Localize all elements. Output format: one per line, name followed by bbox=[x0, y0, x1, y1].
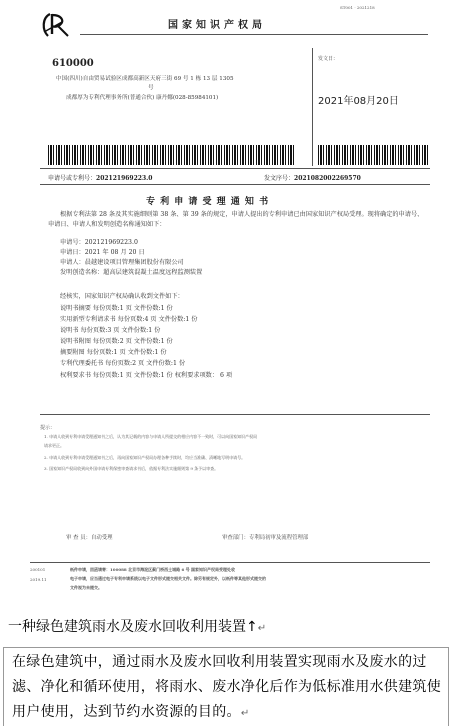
form-code: 200101 bbox=[30, 567, 46, 572]
authority-name: 国家知识产权局 bbox=[168, 20, 266, 31]
postcode: 610000 bbox=[52, 58, 94, 69]
file-item: 说明书摘要 每份页数:1 页 文件份数:1 份 bbox=[60, 305, 173, 312]
remark-item: 1. 申请人收到专利申请受理通知书之后，认为其记载的内容与申请人所提交的相应内容不一致时，可以向国家知识产权局 bbox=[44, 434, 258, 439]
app-date-line: 申请日：2021 年 08 月 20 日 bbox=[60, 249, 145, 256]
app-number-value: 202121969223.0 bbox=[96, 175, 153, 182]
applicant-line: 申请人：晨越建设项目管理集团股份有限公司 bbox=[60, 259, 184, 266]
footer-text-3: 文件视为未提交。 bbox=[70, 585, 102, 590]
document-serial: ST001 · 2021218 bbox=[340, 5, 375, 10]
serial-number-label: 发文序号：2021082002269570 bbox=[264, 175, 361, 182]
notice-title: 专 利 申 请 受 理 通 知 书 bbox=[146, 197, 270, 207]
header-rule bbox=[80, 34, 428, 35]
form-version: 2019.11 bbox=[30, 577, 47, 582]
file-item: 专利代理委托书 每份页数:2 页 文件份数:1 份 bbox=[60, 360, 186, 367]
examiner: 审 查 员：自动受理 bbox=[66, 535, 113, 541]
remarks-label: 提示： bbox=[40, 425, 56, 431]
send-barcode bbox=[318, 145, 428, 165]
file-item: 摘要附图 每份页数:1 页 文件份数:1 份 bbox=[60, 349, 167, 356]
send-date-label: 发文日： bbox=[318, 56, 339, 62]
numbers-rule-bottom bbox=[40, 184, 430, 185]
paragraph-mark-icon: ↵ bbox=[257, 623, 267, 634]
footer-text-2: 电子申请，应当通过电子专利申请系统以电子文件形式提交相关文件。除另有规定外，以纸件等其他形式提交的 bbox=[70, 576, 266, 581]
notice-intro: 根据专利法第 28 条及其实施细则第 38 条、第 39 条的规定，申请人提出的专利申请已由国家知识产权局受理。现将确定的申请号、申请日、申请人和发明创造名称通知如下： bbox=[48, 211, 424, 228]
paragraph-mark-icon: ↵ bbox=[240, 708, 250, 719]
invention-line: 发明创造名称：超高层建筑混凝土温度远程监测装置 bbox=[60, 269, 203, 276]
app-number-label: 申请号或专利号：202121969223.0 bbox=[48, 175, 153, 182]
cnipa-logo-icon bbox=[38, 10, 74, 38]
review-department: 审查部门：专利局初审及流程管理部 bbox=[222, 535, 309, 541]
file-item: 权利要求书 每份页数:1 页 文件份数:1 份 权利要求项数： 6 项 bbox=[60, 372, 233, 379]
remark-item: 请求更正。 bbox=[44, 443, 64, 448]
footer-text-1: 纸件申请，回函请寄：100088 北京市海淀区蓟门桥西土城路 6 号 国家知识产权局受理处收 bbox=[70, 567, 236, 572]
file-item: 说明书附图 每份页数:2 页 文件份数:1 份 bbox=[60, 338, 173, 345]
address-barcode bbox=[48, 145, 296, 165]
figure-caption: 一种绿色建筑雨水及废水回收利用装置↑↵ bbox=[8, 619, 267, 635]
send-date-divider bbox=[312, 48, 313, 166]
remarks-rule bbox=[40, 414, 430, 415]
up-arrow-icon: ↑ bbox=[246, 619, 258, 635]
file-item: 说明书 每份页数:3 页 文件份数:1 份 bbox=[60, 327, 161, 334]
app-no-line: 申请号：202121969223.0 bbox=[60, 239, 138, 246]
remark-item: 2. 申请人收到专利申请受理通知书之后，再向国家知识产权局办理各种手续时，均应当准确、清晰地写明申请号。 bbox=[44, 455, 246, 460]
remark-item: 3. 国家知识产权局收到向外国申请专利保密审查请求书后，依据专利法实施细则第 9 条予以审查。 bbox=[44, 466, 219, 471]
agency-name: 成都厚为专利代理事务所(普通合伙) 康丹娜(028-85984101) bbox=[66, 95, 219, 101]
footer-rule bbox=[30, 562, 430, 563]
file-item: 实用新型专利请求书 每份页数:4 页 文件份数:1 份 bbox=[60, 316, 198, 323]
send-date: 2021年08月20日 bbox=[318, 96, 399, 107]
checked-header: 经核实，国家知识产权局确认收到文件如下： bbox=[60, 293, 184, 300]
description-paragraph[interactable]: 在绿色建筑中，通过雨水及废水回收利用装置实现雨水及废水的过滤、净化和循环使用，将雨水、废水净化后作为低标准用水供建筑使用户使用，达到节约水资源的目的。↵ bbox=[3, 647, 449, 726]
serial-number-value: 2021082002269570 bbox=[294, 175, 361, 182]
address-line-1: 中国(四川)自由贸易试验区成都高新区天府三街 69 号 1 栋 13 层 1305 bbox=[56, 76, 234, 82]
numbers-rule-top bbox=[40, 168, 430, 169]
address-line-2: 号 bbox=[148, 85, 154, 91]
